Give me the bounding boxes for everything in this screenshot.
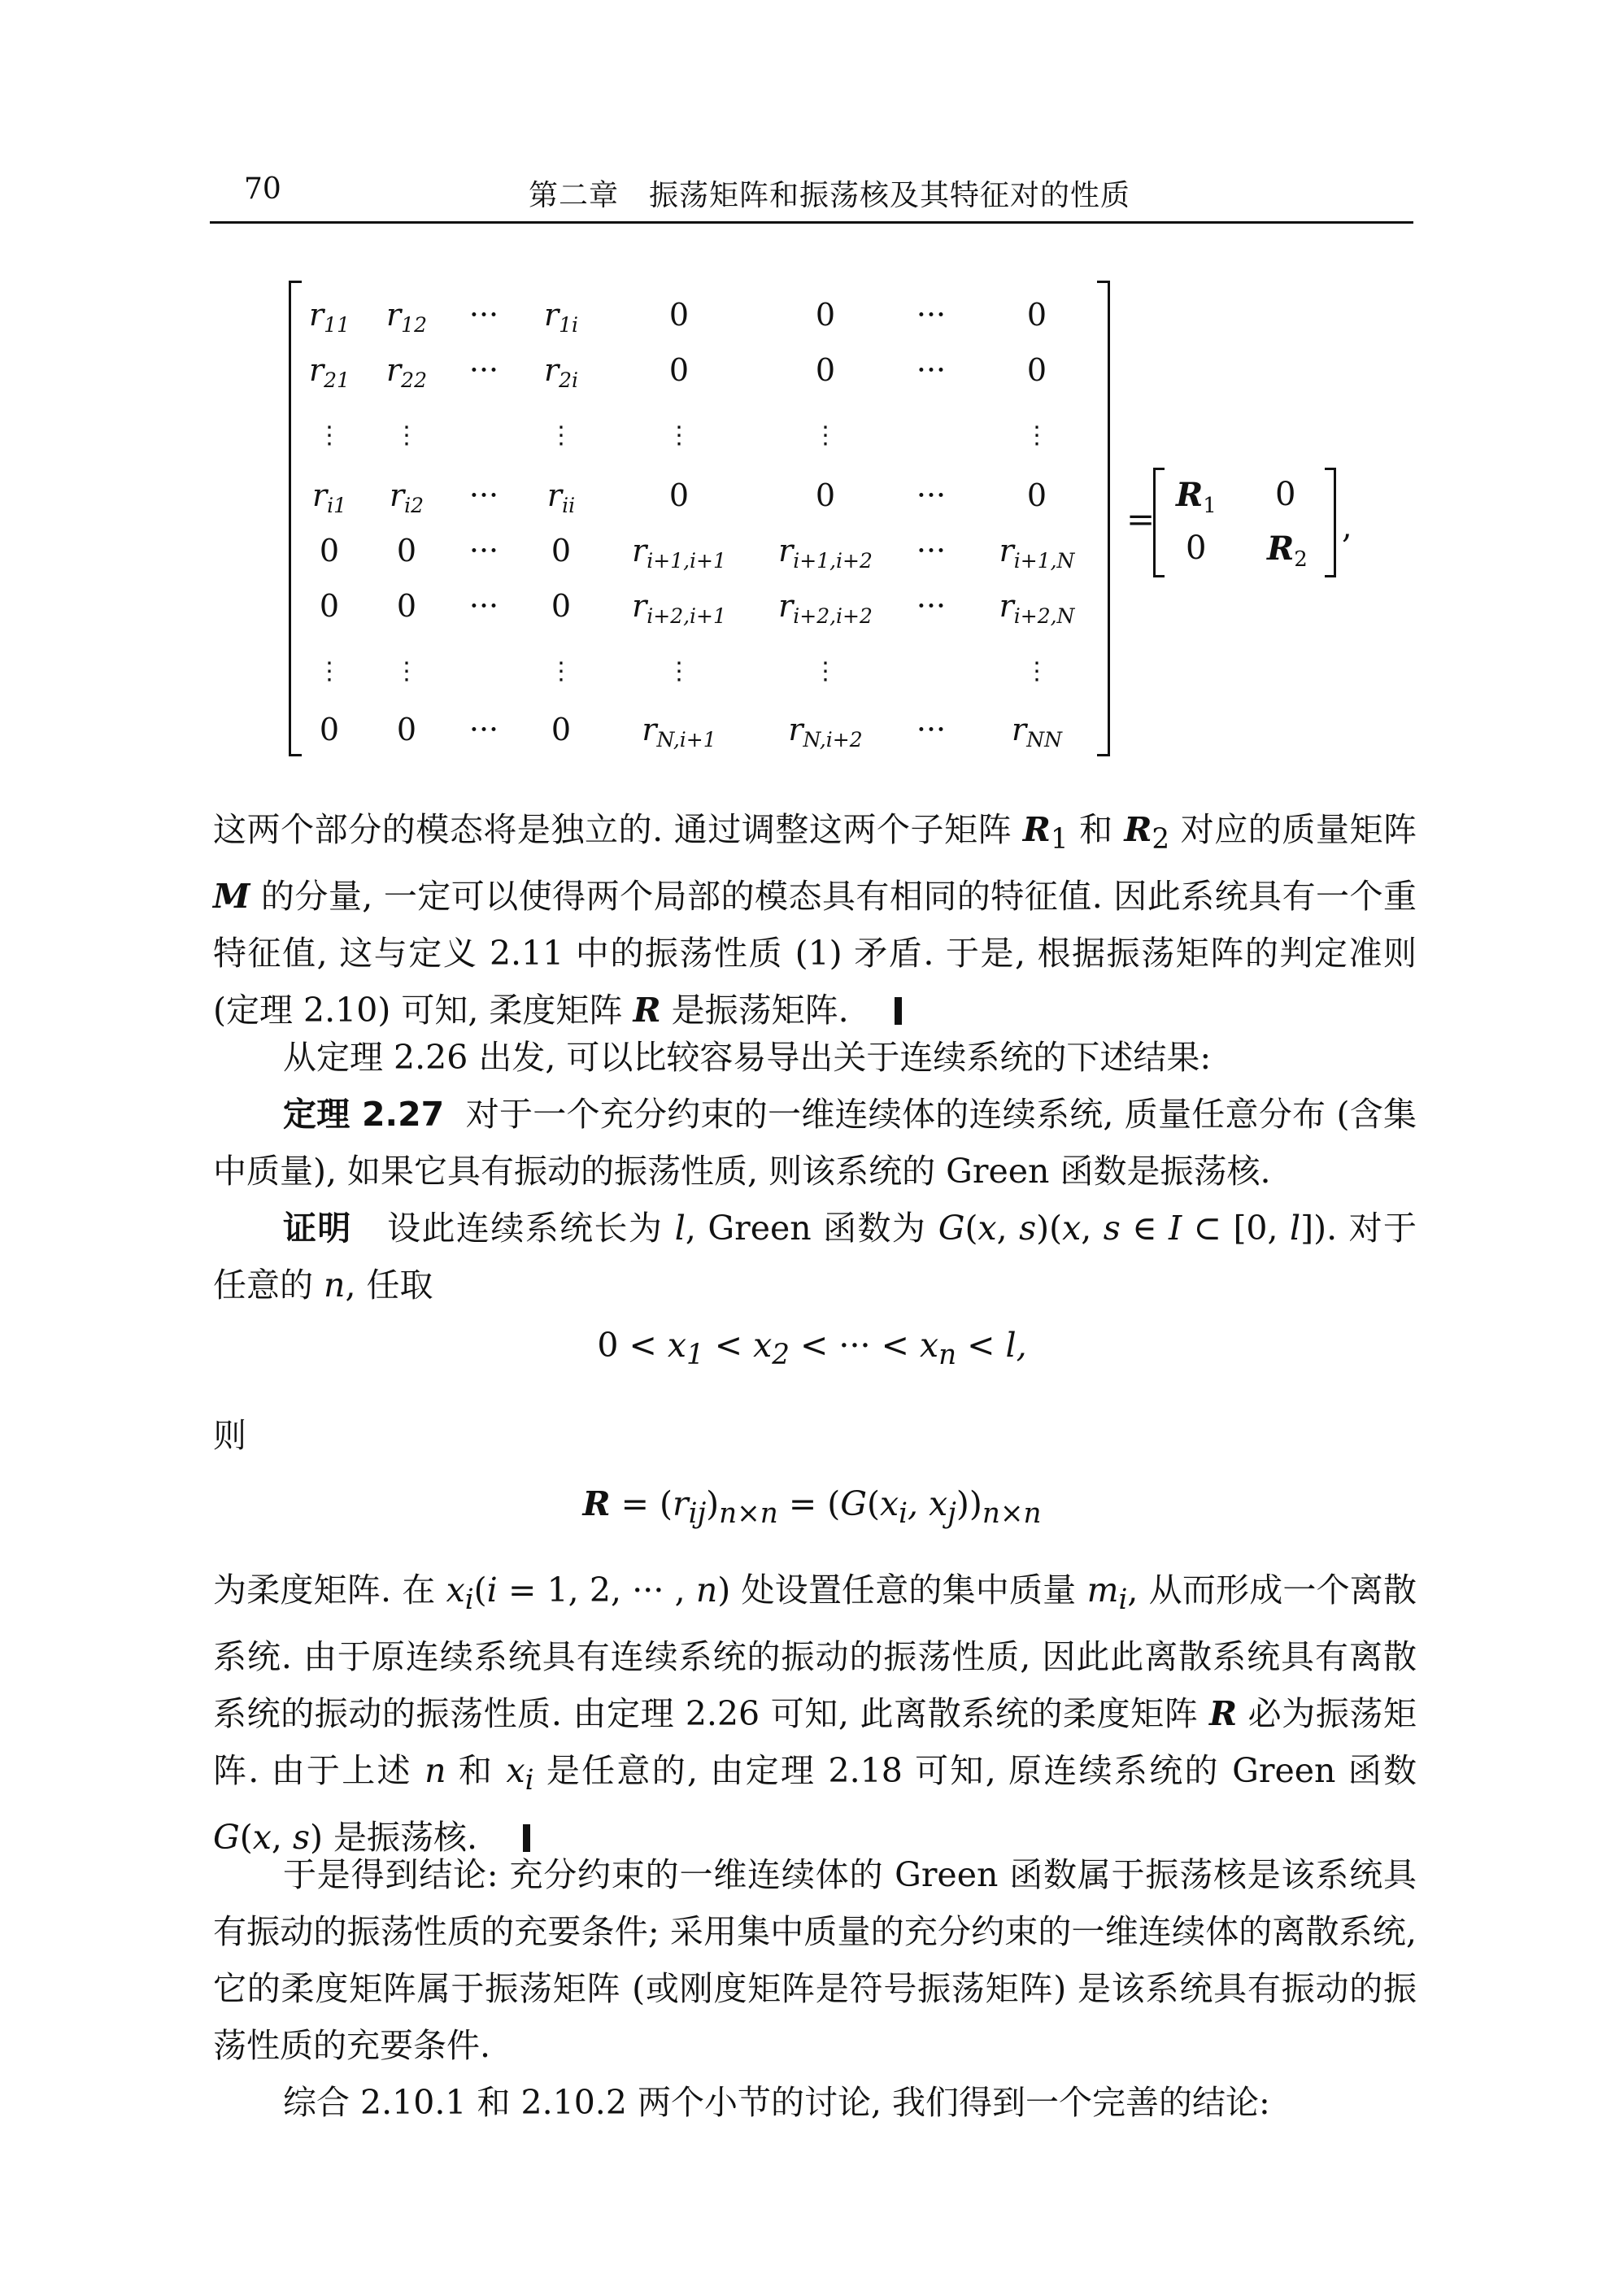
matrix-cell: ⋮ xyxy=(667,657,691,686)
matrix-cell: ⋮ xyxy=(549,421,573,450)
paragraph-4: 于是得到结论: 充分约束的一维连续体的 Green 函数属于振荡核是该系统具有振动的振荡性质的充要条件; 采用集中质量的充分约束的一维连续体的离散系统, 它的柔度矩阵属于振荡矩阵 (或刚度矩阵是符号振荡矩阵) 是该系统具有振动的振荡性质的充要条件. xyxy=(213,1855,1417,2065)
matrix-cell: $r_{N,i+2}$ xyxy=(788,712,863,752)
matrix-cell: ··· xyxy=(916,588,947,624)
matrix-cell: 0 xyxy=(815,477,836,513)
paragraph-1: 这两个部分的模态将是独立的. 通过调整这两个子矩阵 $R_1$ 和 $R_2$ 对应的质量矩阵 M 的分量, 一定可以使得两个局部的模态具有相同的特征值. 因此系统具有一个重特征值, 这与定义 2.11 中的振荡性质 (1) 矛盾. 于是, 根据振荡矩阵的判定准则 (定理 2.10) 可知, 柔度矩阵 R 是振荡矩阵. xyxy=(213,810,1417,1030)
matrix-cell: $r_{22}$ xyxy=(386,352,427,392)
matrix-cell: ··· xyxy=(916,477,947,513)
matrix-cell: 0 xyxy=(551,712,572,747)
equals-sign: = xyxy=(1126,499,1156,539)
matrix-cell: $r_{12}$ xyxy=(386,297,427,337)
matrix-cell: 0 xyxy=(396,588,417,624)
matrix-cell: 0 xyxy=(1026,352,1047,388)
proof-label: 证明 xyxy=(283,1209,352,1248)
then-word: 则 xyxy=(213,1416,246,1455)
block-matrix xyxy=(1153,468,1336,577)
matrix-cell: $r_{i+1,i+1}$ xyxy=(632,533,726,573)
display-flexibility-matrix: $R = (r_{ij})_{n\times n} = (G(x_i$, $x_j))_{n\times n}$ xyxy=(582,1484,1042,1531)
proof: 证明 设此连续系统长为 l, Green 函数为 G(x, s)(x, s ∈ I ⊂ [0, l]). 对于任意的 n, 任取 xyxy=(213,1209,1417,1305)
matrix-cell: 0 xyxy=(319,533,340,569)
matrix-cell: 0 xyxy=(668,297,690,333)
matrix-cell: ⋮ xyxy=(549,657,573,686)
matrix-cell: ⋮ xyxy=(667,421,691,450)
block-zero-12: 0 xyxy=(1275,476,1296,513)
matrix-cell: $r_{2i}$ xyxy=(543,352,579,392)
theorem-2-27 xyxy=(213,1086,1417,1200)
matrix-cell: 0 xyxy=(668,477,690,513)
block-diagonal-matrix xyxy=(289,281,1110,756)
matrix-cell: ··· xyxy=(916,352,947,388)
header-rule xyxy=(210,221,1413,224)
matrix-cell: ··· xyxy=(468,352,499,388)
matrix-cell: $r_{N,i+1}$ xyxy=(642,712,716,752)
matrix-cell: ⋮ xyxy=(1025,421,1049,450)
matrix-cell: ⋮ xyxy=(394,421,419,450)
matrix-cell: ··· xyxy=(468,297,499,333)
matrix-cell: ··· xyxy=(468,588,499,624)
matrix-cell: 0 xyxy=(319,712,340,747)
equation-comma: , xyxy=(1342,508,1352,546)
block-matrix-right-bracket xyxy=(1325,468,1336,577)
display-inequality: $0 < x_1 < x_2$ < ··· < $x_n < l$, xyxy=(597,1326,1027,1372)
matrix-cell: $r_{1i}$ xyxy=(543,297,579,337)
matrix-cell: ⋮ xyxy=(394,657,419,686)
theorem-label: 定理 2.27 xyxy=(283,1095,445,1134)
matrix-cell: 0 xyxy=(1026,297,1047,333)
matrix-cell: ⋮ xyxy=(317,421,342,450)
matrix-cell: $r_{i+2,N}$ xyxy=(999,588,1075,628)
matrix-cell: 0 xyxy=(396,533,417,569)
matrix-cell: $r_{NN}$ xyxy=(1012,712,1062,752)
matrix-cell: 0 xyxy=(1026,477,1047,513)
block-matrix-left-bracket xyxy=(1153,468,1165,577)
matrix-cell: 0 xyxy=(551,588,572,624)
block-r2: $R_2$ xyxy=(1267,529,1308,572)
matrix-cell: 0 xyxy=(319,588,340,624)
matrix-cell: ··· xyxy=(468,533,499,569)
block-zero-21: 0 xyxy=(1186,529,1207,567)
matrix-cell: 0 xyxy=(668,352,690,388)
matrix-cell: ⋮ xyxy=(317,657,342,686)
block-r1: $R_1$ xyxy=(1176,476,1217,518)
paragraph-2: 从定理 2.26 出发, 可以比较容易导出关于连续系统的下述结果: xyxy=(283,1038,1212,1077)
matrix-cell: $r_{21}$ xyxy=(309,352,350,392)
paragraph-5: 综合 2.10.1 和 2.10.2 两个小节的讨论, 我们得到一个完善的结论: xyxy=(283,2083,1270,2122)
paragraph-3: 为柔度矩阵. 在 $x_i(i = 1$, 2, ··· , n) 处设置任意的集中质量 $m_i$, 从而形成一个离散系统. 由于原连续系统具有连续系统的振动的振荡性质, 因此此离散系统具有离散系统的振动的振荡性质. 由定理 2.26 可知, 此离散系统的柔度矩阵 R 必为振荡矩阵. 由于上述 n 和 $x_i$ 是任意的, 由定理 2.18 可知, 原连续系统的 Green 函数 G(x, s) 是振荡核. xyxy=(213,1571,1417,1858)
matrix-cell: 0 xyxy=(551,533,572,569)
matrix-cell: $r_{i1}$ xyxy=(311,477,347,517)
matrix-cell: 0 xyxy=(815,352,836,388)
matrix-cell: ⋮ xyxy=(813,421,838,450)
matrix-cell: ··· xyxy=(916,712,947,747)
matrix-right-bracket xyxy=(1097,281,1110,756)
matrix-cell: ⋮ xyxy=(1025,657,1049,686)
qed-mark xyxy=(895,997,902,1025)
matrix-cell: ··· xyxy=(916,533,947,569)
matrix-cell: $r_{i+2,i+2}$ xyxy=(778,588,873,628)
matrix-cell: ⋮ xyxy=(813,657,838,686)
matrix-cell: ··· xyxy=(468,712,499,747)
matrix-cell: 0 xyxy=(396,712,417,747)
theorem-text: 对于一个充分约束的一维连续体的连续系统, 质量任意分布 (含集中质量), 如果它具有振动的振荡性质, 则该系统的 Green 函数是振荡核. xyxy=(213,1095,1417,1191)
matrix-cell: 0 xyxy=(815,297,836,333)
matrix-cell: $r_{i+2,i+1}$ xyxy=(632,588,726,628)
matrix-cell: $r_{ii}$ xyxy=(546,477,576,517)
matrix-cell: $r_{i2}$ xyxy=(389,477,425,517)
running-header-title: 第二章 振荡矩阵和振荡核及其特征对的性质 xyxy=(529,179,1131,212)
page-number: 70 xyxy=(244,172,281,206)
matrix-cell: $r_{i+1,N}$ xyxy=(999,533,1075,573)
matrix-cell: $r_{11}$ xyxy=(309,297,350,337)
matrix-cell: ··· xyxy=(916,297,947,333)
matrix-cell: $r_{i+1,i+2}$ xyxy=(778,533,873,573)
matrix-cell: ··· xyxy=(468,477,499,513)
